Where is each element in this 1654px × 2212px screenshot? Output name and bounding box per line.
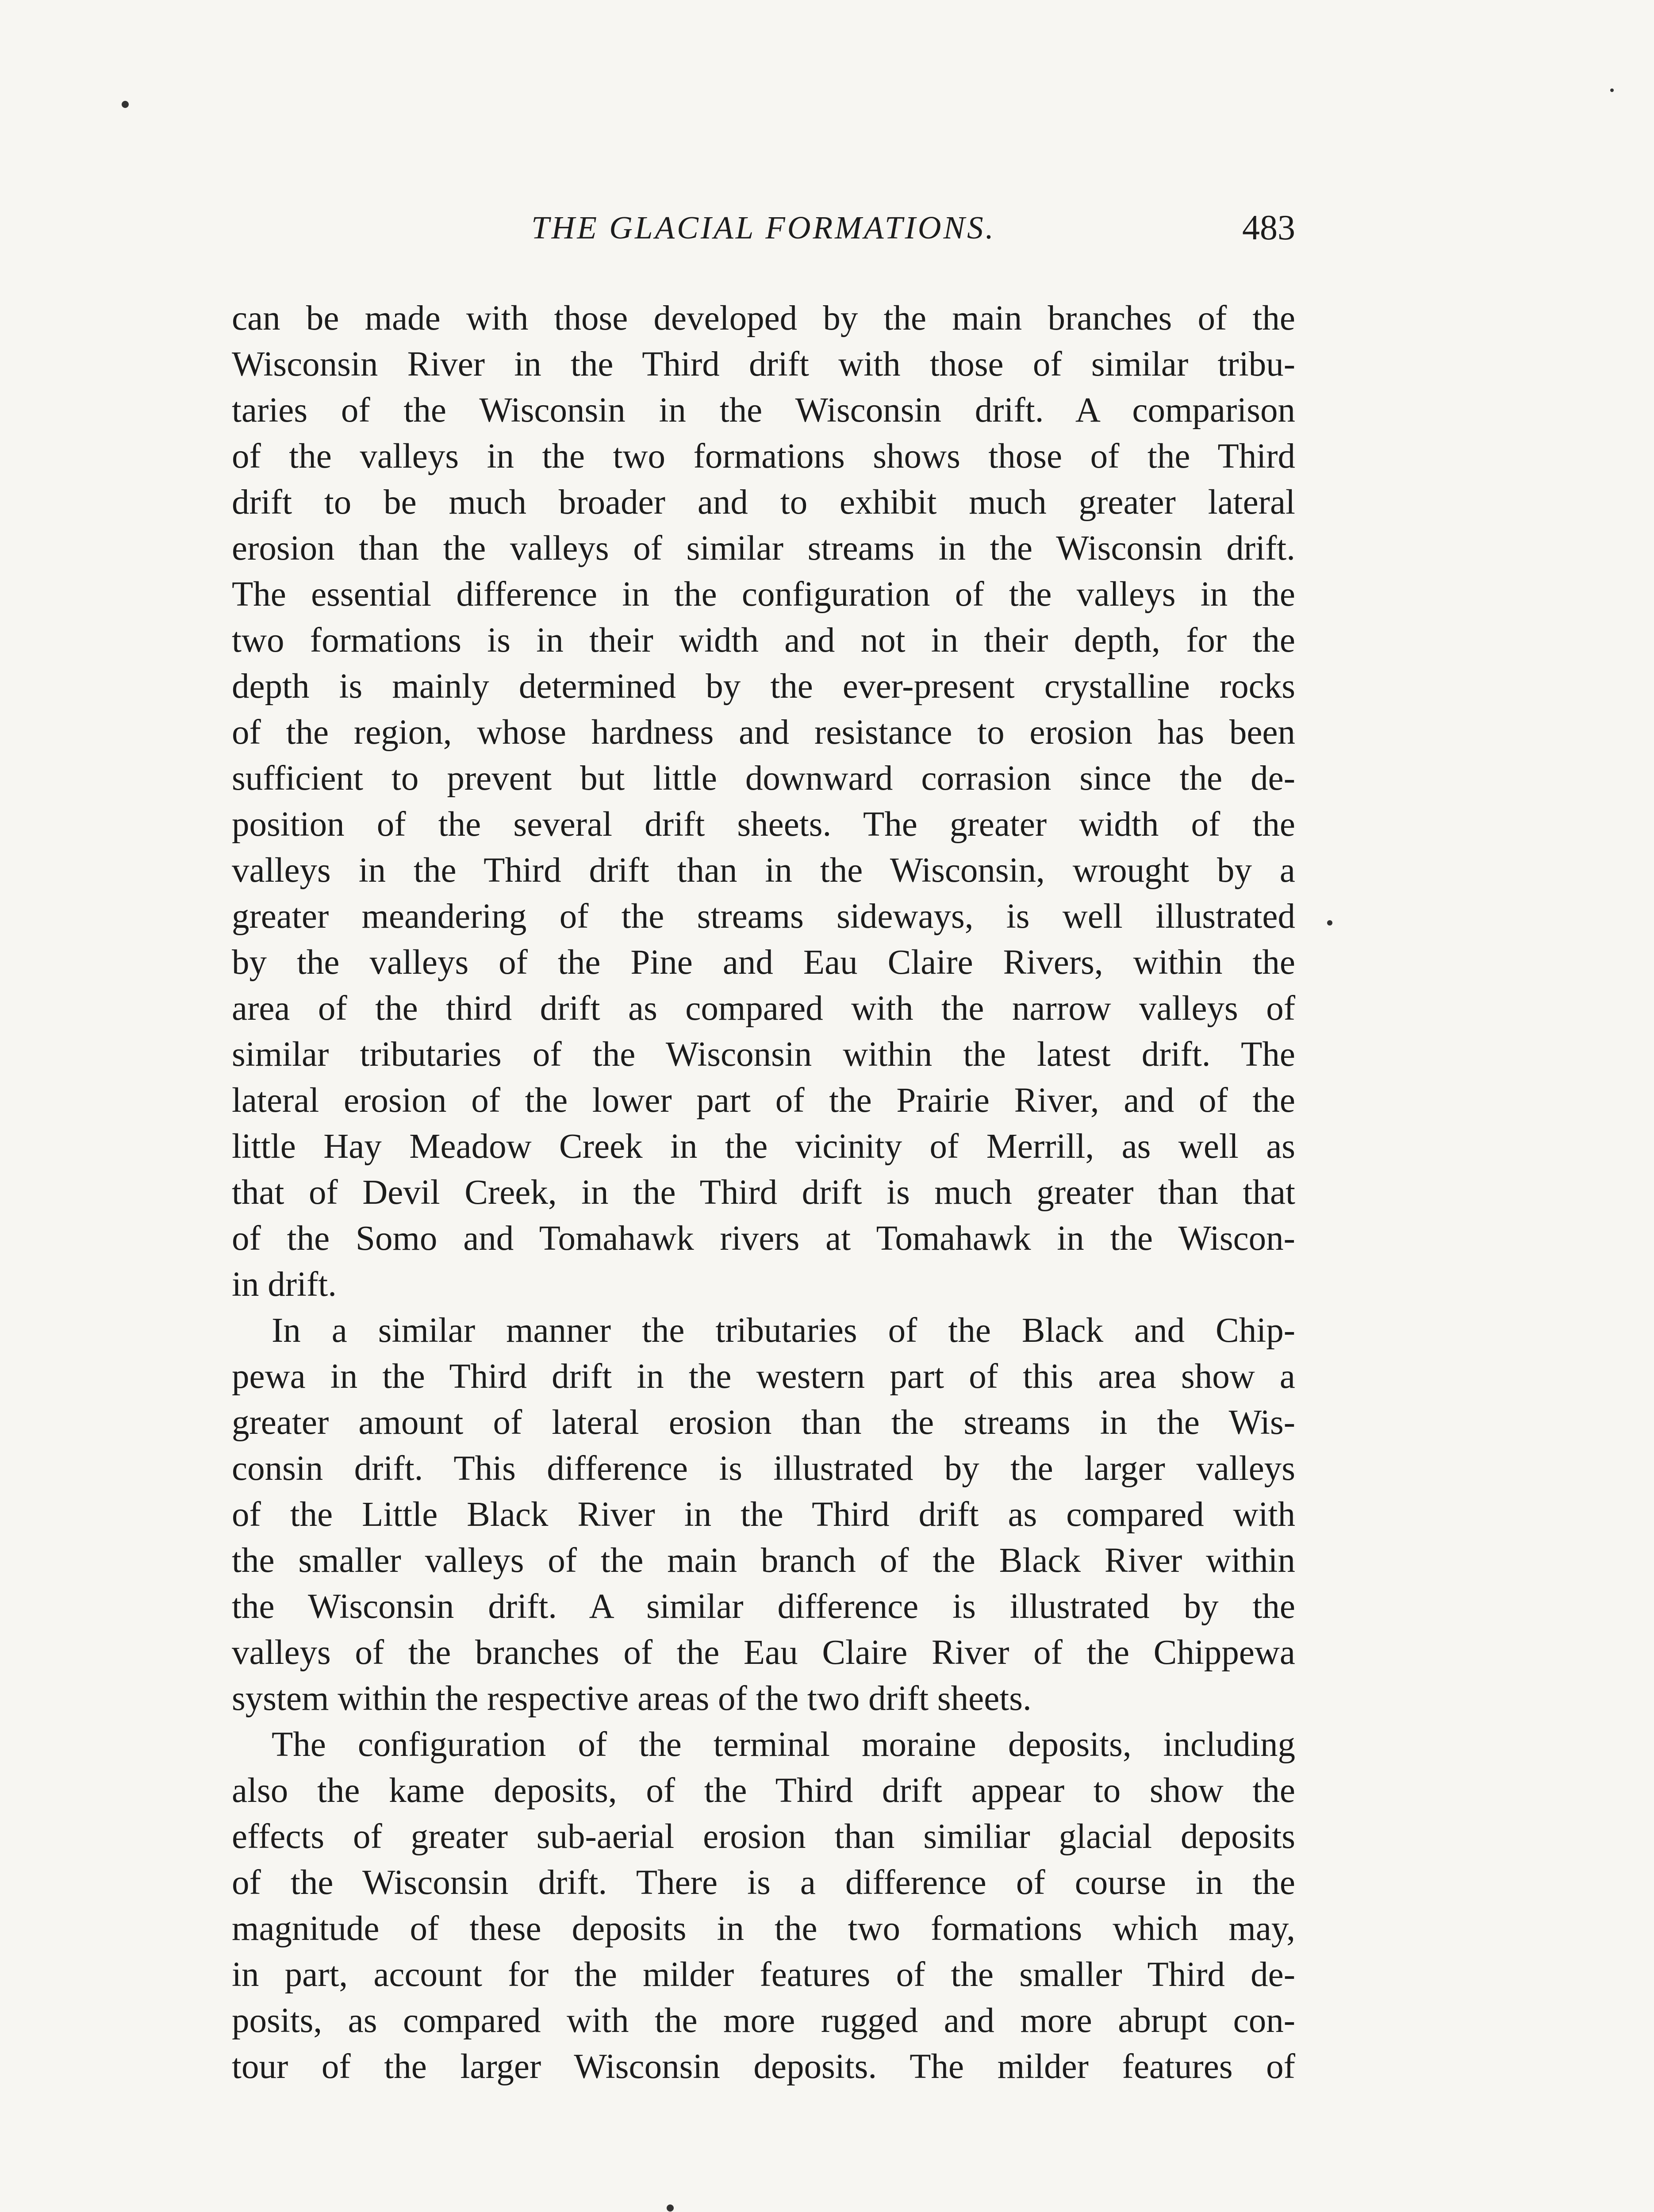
text-line: that of Devil Creek, in the Third drift is much greater than that xyxy=(232,1173,1295,1212)
text-line: erosion than the valleys of similar streams in the Wisconsin drift. xyxy=(232,529,1295,568)
text-line: taries of the Wisconsin in the Wisconsin drift. A comparison xyxy=(232,391,1295,430)
text-line: two formations is in their width and not in their depth, for the xyxy=(232,621,1295,660)
text-line: little Hay Meadow Creek in the vicinity of Merrill, as well as xyxy=(232,1127,1295,1166)
text-line: drift to be much broader and to exhibit much greater lateral xyxy=(232,483,1295,522)
text-line: of the Somo and Tomahawk rivers at Tomahawk in the Wiscon- xyxy=(232,1219,1295,1258)
text-line: also the kame deposits, of the Third drift appear to show the xyxy=(232,1771,1295,1810)
text-line: Wisconsin River in the Third drift with those of similar tribu- xyxy=(232,345,1295,384)
text-line: consin drift. This difference is illustrated by the larger valleys xyxy=(232,1449,1295,1488)
scan-speck xyxy=(1610,88,1614,92)
text-line: greater amount of lateral erosion than the streams in the Wis- xyxy=(232,1403,1295,1442)
paragraph-start-line: The configuration of the terminal moraine deposits, including xyxy=(272,1725,1295,1764)
body-text xyxy=(232,296,1295,2090)
text-line: pewa in the Third drift in the western part of this area show a xyxy=(232,1357,1295,1396)
text-line: can be made with those developed by the main branches of the xyxy=(232,299,1295,338)
paragraph-start-line: In a similar manner the tributaries of the Black and Chip- xyxy=(272,1311,1295,1350)
text-line: position of the several drift sheets. The greater width of the xyxy=(232,805,1295,844)
text-line: in drift. xyxy=(232,1265,337,1304)
text-line: magnitude of these deposits in the two formations which may, xyxy=(232,1909,1295,1948)
text-line: lateral erosion of the lower part of the Prairie River, and of the xyxy=(232,1081,1295,1120)
text-line: effects of greater sub-aerial erosion than similiar glacial deposits xyxy=(232,1817,1295,1856)
text-line: posits, as compared with the more rugged and more abrupt con- xyxy=(232,2001,1295,2040)
scan-speck xyxy=(122,101,129,108)
text-line: in part, account for the milder features of the smaller Third de- xyxy=(232,1955,1295,1994)
text-line: depth is mainly determined by the ever-present crystalline rocks xyxy=(232,667,1295,706)
text-line: the smaller valleys of the main branch of the Black River within xyxy=(232,1541,1295,1580)
text-line: The essential difference in the configuration of the valleys in the xyxy=(232,575,1295,614)
text-line: greater meandering of the streams sideways, is well illustrated xyxy=(232,897,1295,936)
scan-speck xyxy=(1327,920,1332,926)
text-line: by the valleys of the Pine and Eau Claire Rivers, within the xyxy=(232,943,1295,982)
text-line: sufficient to prevent but little downward corrasion since the de- xyxy=(232,759,1295,798)
page-header xyxy=(232,201,1295,254)
text-line: area of the third drift as compared with the narrow valleys of xyxy=(232,989,1295,1028)
running-title: THE GLACIAL FORMATIONS. xyxy=(531,210,996,246)
text-line: valleys of the branches of the Eau Claire River of the Chippewa xyxy=(232,1633,1295,1672)
text-line: tour of the larger Wisconsin deposits. The milder features of xyxy=(232,2047,1295,2086)
text-line: of the Wisconsin drift. There is a difference of course in the xyxy=(232,1863,1295,1902)
page-number: 483 xyxy=(1242,208,1295,247)
text-line: system within the respective areas of the two drift sheets. xyxy=(232,1679,1032,1718)
text-line: of the valleys in the two formations shows those of the Third xyxy=(232,437,1295,476)
text-line: the Wisconsin drift. A similar difference is illustrated by the xyxy=(232,1587,1295,1626)
text-line: similar tributaries of the Wisconsin within the latest drift. The xyxy=(232,1035,1295,1074)
text-line: valleys in the Third drift than in the Wisconsin, wrought by a xyxy=(232,851,1295,890)
scan-speck xyxy=(667,2204,674,2212)
text-line: of the region, whose hardness and resistance to erosion has been xyxy=(232,713,1295,752)
text-line: of the Little Black River in the Third drift as compared with xyxy=(232,1495,1295,1534)
